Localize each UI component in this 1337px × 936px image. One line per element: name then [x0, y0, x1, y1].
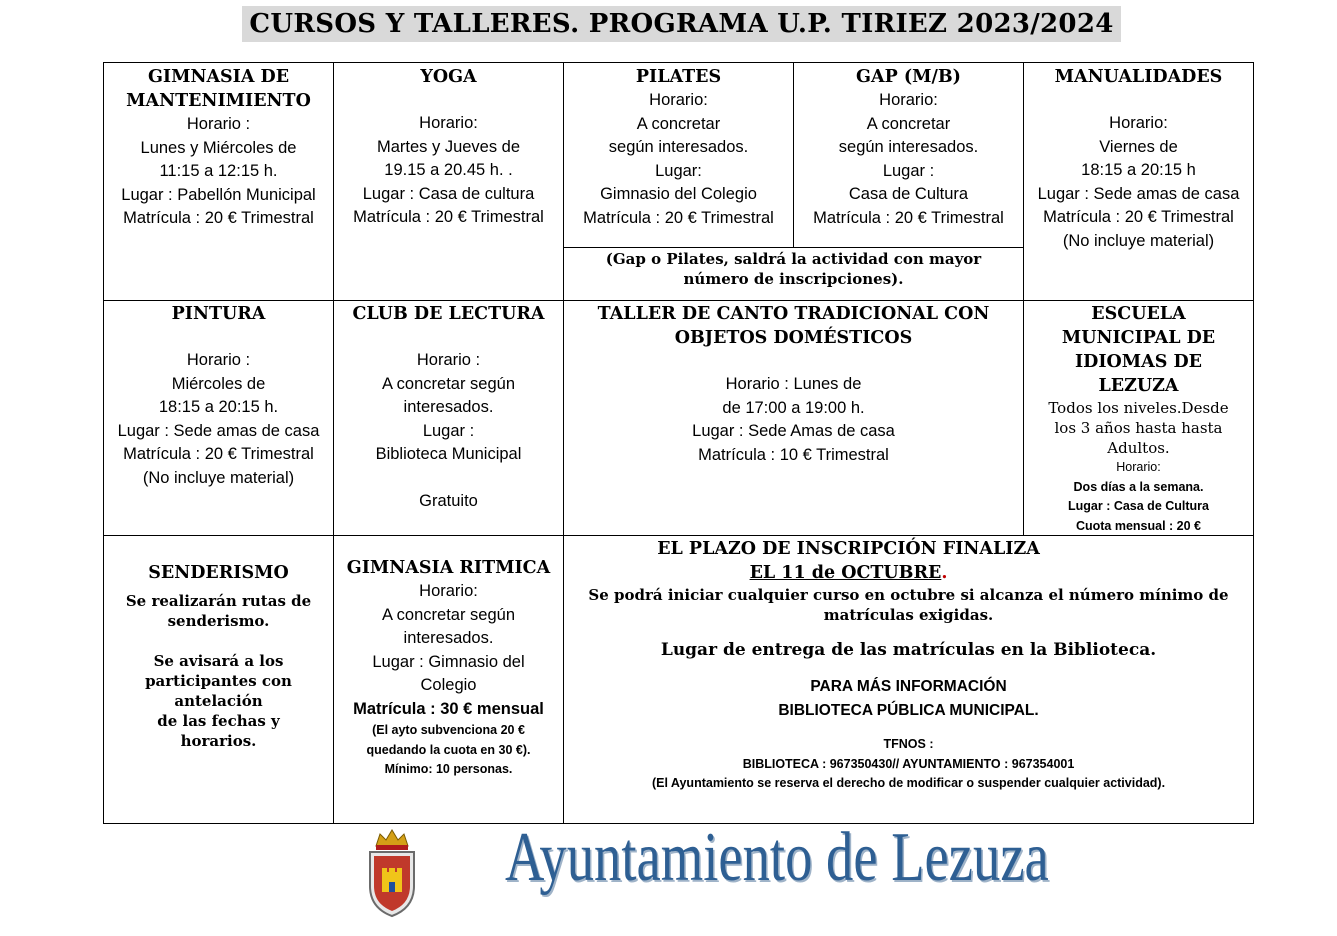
- subsidy-note: quedando la cuota en 30 €).: [366, 742, 531, 757]
- coat-of-arms-icon: [362, 828, 422, 920]
- schedule-days: Lunes y Miércoles de: [140, 138, 297, 157]
- course-title: GIMNASIA DE MANTENIMIENTO: [126, 67, 311, 111]
- note: (No incluye material): [1062, 231, 1215, 250]
- fee: Cuota mensual : 20 €: [1075, 518, 1202, 533]
- description-line: antelación: [174, 692, 263, 710]
- schedule-label: Horario :: [186, 351, 251, 369]
- deadline-date: EL 11 de OCTUBRE: [749, 563, 942, 583]
- course-title: CLUB DE LECTURA: [352, 304, 545, 324]
- deadline-dot: .: [941, 563, 948, 583]
- gap-pilates-note: [564, 249, 1023, 289]
- course-title: ESCUELA: [1091, 304, 1186, 324]
- phones-label: TFNOS :: [883, 737, 934, 751]
- course-title: YOGA: [420, 67, 477, 87]
- location-label: Lugar :: [422, 421, 475, 440]
- location: Lugar : Sede Amas de casa: [692, 422, 895, 440]
- course-title: GAP (M/B): [856, 67, 961, 87]
- schedule-label: Horario:: [879, 91, 938, 109]
- schedule-text: A concretar: [866, 114, 951, 133]
- location: Colegio: [420, 676, 477, 694]
- location: Lugar : Sede amas de casa: [117, 421, 320, 440]
- schedule-label: Horario:: [1109, 114, 1168, 132]
- subsidy-note: (El ayto subvenciona 20 €: [372, 723, 525, 737]
- phone-numbers: BIBLIOTECA : 967350430// AYUNTAMIENTO : 967354001: [742, 756, 1075, 771]
- delivery-place: Lugar de entrega de las matrículas en la Biblioteca.: [660, 640, 1157, 660]
- location: Lugar : Sede amas de casa: [1037, 184, 1240, 203]
- course-title: LEZUZA: [1098, 376, 1179, 396]
- course-yoga: [334, 65, 563, 230]
- location-label: Lugar :: [882, 161, 935, 180]
- location: Lugar : Casa de cultura: [362, 184, 535, 203]
- schedule-time: 18:15 a 20:15 h.: [158, 398, 279, 416]
- location: Lugar : Gimnasio del: [372, 652, 525, 671]
- course-senderismo: [104, 561, 333, 751]
- course-title: GIMNASIA RITMICA: [346, 558, 551, 578]
- schedule-days: Horario : Lunes de: [725, 375, 862, 393]
- fee: Matrícula : 20 € Trimestral: [123, 209, 314, 227]
- fee: Matrícula : 10 € Trimestral: [698, 445, 889, 464]
- courses-table: [103, 62, 1254, 824]
- course-title: SENDERISMO: [148, 563, 289, 583]
- course-gimnasia-ritmica: [334, 556, 563, 780]
- course-title: IDIOMAS DE: [1075, 352, 1202, 372]
- course-gimnasia-mantenimiento: [104, 65, 333, 231]
- schedule-days: Miércoles de: [171, 374, 266, 393]
- course-title: PILATES: [635, 67, 722, 87]
- schedule-label: Horario:: [419, 582, 478, 600]
- course-escuela-idiomas: [1024, 302, 1253, 536]
- note: (No incluye material): [142, 468, 295, 487]
- info-line: matrículas exigidas.: [823, 606, 994, 624]
- location-label: Lugar:: [655, 161, 702, 180]
- note-line: número de inscripciones).: [683, 270, 904, 288]
- course-pilates: [564, 65, 793, 230]
- schedule-label: Horario:: [1116, 460, 1161, 474]
- description-line: Se realizarán rutas de: [125, 592, 312, 610]
- schedule-label: Horario :: [416, 351, 481, 369]
- schedule-text: A concretar según: [382, 605, 515, 624]
- registration-info: [564, 537, 1253, 794]
- schedule-text: interesados.: [403, 398, 494, 416]
- schedule-time: 19.15 a 20.45 h. .: [384, 161, 513, 179]
- disclaimer: (El Ayuntamiento se reserva el derecho de modificar o suspender cualquier actividad).: [651, 776, 1166, 790]
- fee: Matrícula : 20 € Trimestral: [1043, 208, 1234, 226]
- deadline-heading: EL PLAZO DE INSCRIPCIÓN FINALIZA: [657, 539, 1040, 559]
- divider: [563, 247, 1023, 248]
- location: Lugar : Pabellón Municipal: [121, 185, 316, 204]
- course-title: MUNICIPAL DE: [1061, 328, 1216, 348]
- course-club-lectura: [334, 302, 563, 513]
- description-line: participantes con: [145, 672, 292, 690]
- schedule-label: Horario:: [649, 91, 708, 109]
- page-title: CURSOS Y TALLERES. PROGRAMA U.P. TIRIEZ 2023/2024: [242, 6, 1121, 42]
- minimum-note: Mínimo: 10 personas.: [384, 762, 513, 776]
- schedule-time: 11:15 a 12:15 h.: [159, 162, 278, 180]
- location: Gimnasio del Colegio: [600, 185, 757, 203]
- course-taller-canto: [564, 302, 1023, 467]
- location: Biblioteca Municipal: [375, 445, 522, 463]
- note-line: (Gap o Pilates, saldrá la actividad con mayor: [605, 250, 982, 268]
- more-info-heading: PARA MÁS INFORMACIÓN: [810, 678, 1007, 695]
- course-title: PINTURA: [171, 304, 266, 324]
- schedule-days: Dos días a la semana.: [1073, 479, 1204, 494]
- divider: [104, 300, 1253, 301]
- course-pintura: [104, 302, 333, 490]
- schedule-time: de 17:00 a 19:00 h.: [722, 398, 865, 417]
- description-line: Se avisará a los: [153, 652, 284, 670]
- course-gap: [794, 65, 1023, 230]
- fee: Matrícula : 20 € Trimestral: [353, 208, 544, 226]
- schedule-time: 18:15 a 20:15 h: [1081, 161, 1196, 179]
- schedule-text: interesados.: [403, 629, 494, 647]
- schedule-days: Martes y Jueves de: [376, 137, 521, 156]
- schedule-text: según interesados.: [608, 138, 749, 156]
- schedule-label: Horario:: [419, 114, 478, 132]
- more-info-place: BIBLIOTECA PÚBLICA MUNICIPAL.: [778, 701, 1039, 719]
- fee: Matrícula : 20 € Trimestral: [123, 445, 314, 463]
- info-line: Se podrá iniciar cualquier curso en octubre si alcanza el número mínimo de: [588, 586, 1229, 604]
- course-title: MANUALIDADES: [1054, 67, 1223, 87]
- description-line: senderismo.: [167, 612, 270, 630]
- fee: Gratuito: [419, 491, 478, 510]
- course-manualidades: [1024, 65, 1253, 253]
- course-title: OBJETOS DOMÉSTICOS: [674, 328, 913, 348]
- schedule-label: Horario :: [186, 115, 251, 133]
- schedule-text: según interesados.: [838, 138, 979, 156]
- fee: Matrícula : 20 € Trimestral: [583, 208, 774, 227]
- fee: Matrícula : 20 € Trimestral: [813, 208, 1004, 227]
- schedule-text: A concretar: [636, 114, 721, 133]
- schedule-days: Viernes de: [1099, 137, 1178, 156]
- location: Casa de Cultura: [848, 185, 969, 203]
- fee: Matrícula : 30 € mensual: [353, 699, 544, 718]
- course-title: TALLER DE CANTO TRADICIONAL CON: [597, 304, 990, 324]
- levels-text: Todos los niveles.Desde: [1048, 399, 1229, 417]
- location: Lugar : Casa de Cultura: [1068, 499, 1209, 513]
- levels-text: los 3 años hasta hasta: [1054, 419, 1223, 437]
- description-line: de las fechas y: [157, 712, 280, 730]
- ayuntamiento-logo-text: Ayuntamiento de Lezuza: [505, 819, 1049, 896]
- description-line: horarios.: [180, 732, 257, 750]
- schedule-text: A concretar según: [382, 374, 515, 393]
- levels-text: Adultos.: [1107, 439, 1170, 457]
